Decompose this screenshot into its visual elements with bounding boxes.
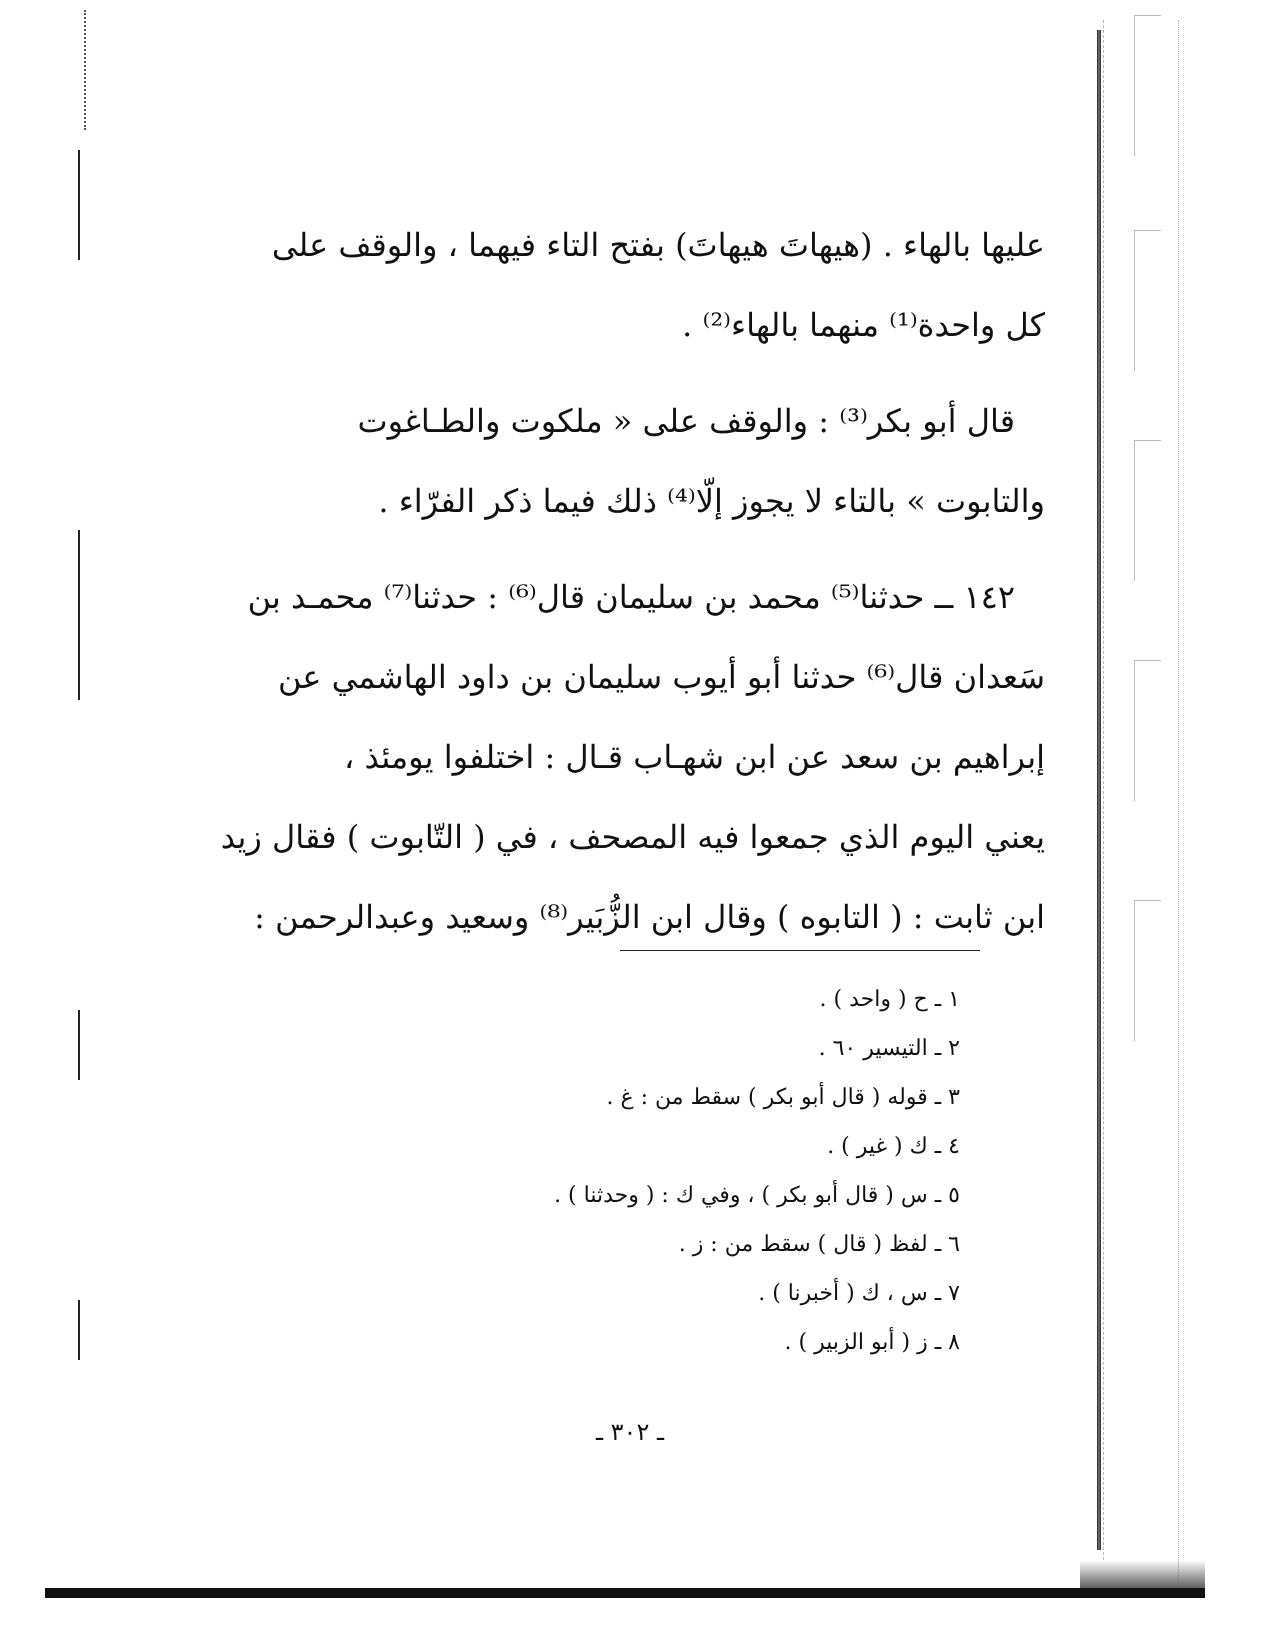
footnote: ٨ ـ ز ( أبو الزبير ) . xyxy=(784,1330,960,1355)
page-edge-right xyxy=(1178,20,1180,1580)
scan-edge-mark xyxy=(78,530,80,700)
text-line: يعني اليوم الذي جمعوا فيه المصحف ، في ( التّابوت ) فقال زيد xyxy=(220,818,1045,856)
scan-bottom-shadow xyxy=(1080,1560,1205,1590)
footnote: ٢ ـ التيسير ٦٠ . xyxy=(818,1036,960,1061)
book-spine-texture xyxy=(1103,20,1126,1560)
book-spine-shadow xyxy=(1097,30,1101,1550)
text-line: كل واحدة⁽¹⁾ منهما بالهاء⁽²⁾ . xyxy=(682,306,1045,344)
page-number: ـ ٣٠٢ ـ xyxy=(595,1418,664,1446)
footnote: ٦ ـ لفظ ( قال ) سقط من : ز . xyxy=(678,1232,960,1257)
scan-edge-mark xyxy=(78,1300,80,1360)
page-tab-mark xyxy=(1134,230,1161,371)
text-line: إبراهيم بن سعد عن ابن شهـاب قـال : اختلفوا يومئذ ، xyxy=(344,738,1045,776)
scan-dots-top-left xyxy=(84,10,88,130)
text-line: ١٤٢ ــ حدثنا⁽⁵⁾ محمد بن سليمان قال⁽⁶⁾ : حدثنا⁽⁷⁾ محمـد بن xyxy=(247,578,1015,616)
page-tab-mark xyxy=(1134,15,1161,156)
footnote: ٣ ـ قوله ( قال أبو بكر ) سقط من : غ . xyxy=(606,1085,960,1110)
footnote: ١ ـ ح ( واحد ) . xyxy=(819,987,960,1012)
page-tab-mark xyxy=(1134,900,1161,1041)
footnote: ٥ ـ س ( قال أبو بكر ) ، وفي ك : ( وحدثنا ) . xyxy=(554,1183,960,1208)
text-line: قال أبو بكر⁽³⁾ : والوقف على « ملكوت والطـاغوت xyxy=(357,402,1015,440)
scan-bottom-bar xyxy=(45,1588,1205,1598)
scan-edge-mark xyxy=(78,1010,80,1080)
footnote: ٧ ـ س ، ك ( أخبرنا ) . xyxy=(758,1281,960,1306)
text-line: والتابوت » بالتاء لا يجوز إلّا⁽⁴⁾ ذلك فيما ذكر الفرّاء . xyxy=(378,482,1045,520)
footnote: ٤ ـ ك ( غير ) . xyxy=(827,1134,960,1159)
scan-edge-mark xyxy=(78,150,80,260)
page-tab-mark xyxy=(1134,440,1161,581)
text-line: ابن ثابت : ( التابوه ) وقال ابن الزُّبَير⁽⁸⁾ وسعيد وعبدالرحمن : xyxy=(254,898,1045,936)
page-tab-mark xyxy=(1134,660,1161,801)
footnotes xyxy=(400,975,960,1367)
text-line: سَعدان قال⁽⁶⁾ حدثنا أبو أيوب سليمان بن داود الهاشمي عن xyxy=(278,658,1045,696)
footnote-divider xyxy=(620,950,980,951)
text-line: عليها بالهاء . (هيهاتَ هيهاتَ) بفتح التاء فيهما ، والوقف على xyxy=(271,226,1045,264)
main-text xyxy=(220,205,1045,957)
